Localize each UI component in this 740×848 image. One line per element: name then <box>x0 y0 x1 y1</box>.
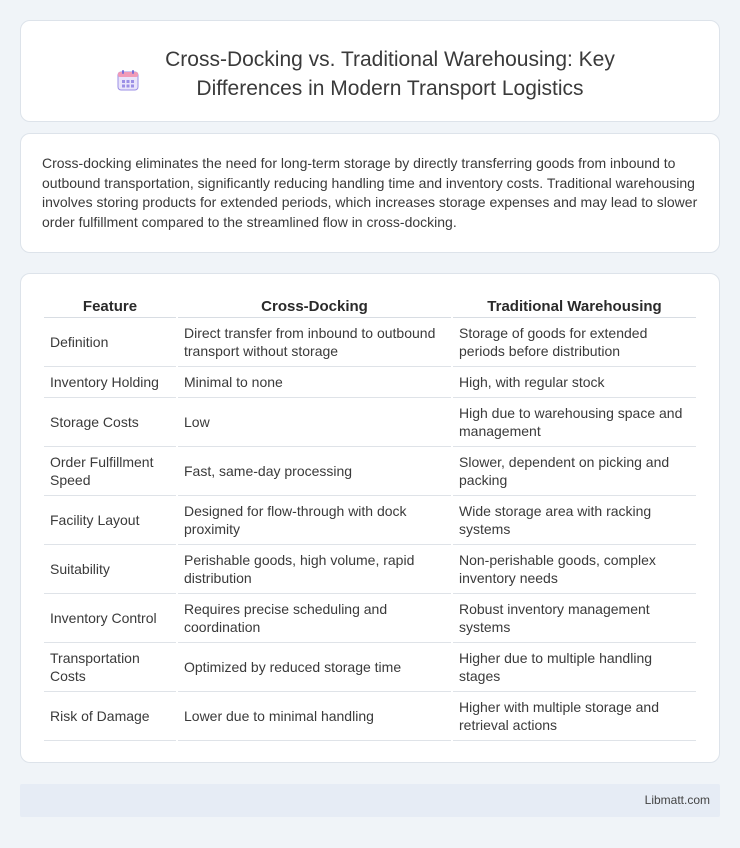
cell-feature: Inventory Control <box>44 594 176 643</box>
table-row <box>44 496 696 545</box>
cell-cross-docking: Fast, same-day processing <box>178 447 451 496</box>
footer-brand-link[interactable]: Libmatt.com <box>644 793 710 807</box>
cell-feature: Risk of Damage <box>44 692 176 741</box>
cell-traditional: High due to warehousing space and management <box>453 398 696 447</box>
table-row <box>44 643 696 692</box>
table-row <box>44 367 696 398</box>
table-header-row <box>44 294 696 318</box>
page-title <box>20 45 720 103</box>
cell-cross-docking: Optimized by reduced storage time <box>178 643 451 692</box>
cell-cross-docking: Direct transfer from inbound to outbound transport without storage <box>178 318 451 367</box>
cell-cross-docking: Low <box>178 398 451 447</box>
cell-feature: Storage Costs <box>44 398 176 447</box>
comparison-table <box>42 294 698 741</box>
cell-traditional: Higher due to multiple handling stages <box>453 643 696 692</box>
table-row <box>44 692 696 741</box>
cell-feature: Inventory Holding <box>44 367 176 398</box>
intro-card <box>20 133 720 253</box>
intro-paragraph: Cross-docking eliminates the need for long-term storage by directly transferring goods from inbound to outbound transportation, significantly reducing handling time and inventory costs. Traditional warehousing involves storing products for extended periods, which increases storage expenses and may lead to slower order fulfillment compared to the streamlined flow in cross-docking. <box>42 155 698 230</box>
cell-feature: Order Fulfillment Speed <box>44 447 176 496</box>
table-row <box>44 545 696 594</box>
comparison-card <box>20 273 720 763</box>
cell-traditional: High, with regular stock <box>453 367 696 398</box>
cell-feature: Suitability <box>44 545 176 594</box>
header-traditional-warehousing: Traditional Warehousing <box>453 294 696 318</box>
title-line-1: Cross-Docking vs. Traditional Warehousing: Key <box>165 48 615 71</box>
header-feature: Feature <box>44 294 176 318</box>
cell-cross-docking: Requires precise scheduling and coordination <box>178 594 451 643</box>
cell-cross-docking: Designed for flow-through with dock proximity <box>178 496 451 545</box>
cell-cross-docking: Lower due to minimal handling <box>178 692 451 741</box>
footer-bar <box>20 784 720 817</box>
table-row <box>44 318 696 367</box>
cell-traditional: Non-perishable goods, complex inventory needs <box>453 545 696 594</box>
cell-traditional: Higher with multiple storage and retrieval actions <box>453 692 696 741</box>
table-row <box>44 594 696 643</box>
table-row <box>44 398 696 447</box>
table-row <box>44 447 696 496</box>
cell-traditional: Robust inventory management systems <box>453 594 696 643</box>
cell-cross-docking: Perishable goods, high volume, rapid distribution <box>178 545 451 594</box>
cell-traditional: Storage of goods for extended periods before distribution <box>453 318 696 367</box>
header-cross-docking: Cross-Docking <box>178 294 451 318</box>
cell-traditional: Slower, dependent on picking and packing <box>453 447 696 496</box>
title-line-2: Differences in Modern Transport Logistics <box>196 77 584 100</box>
cell-feature: Facility Layout <box>44 496 176 545</box>
cell-traditional: Wide storage area with racking systems <box>453 496 696 545</box>
cell-feature: Transportation Costs <box>44 643 176 692</box>
cell-cross-docking: Minimal to none <box>178 367 451 398</box>
cell-feature: Definition <box>44 318 176 367</box>
